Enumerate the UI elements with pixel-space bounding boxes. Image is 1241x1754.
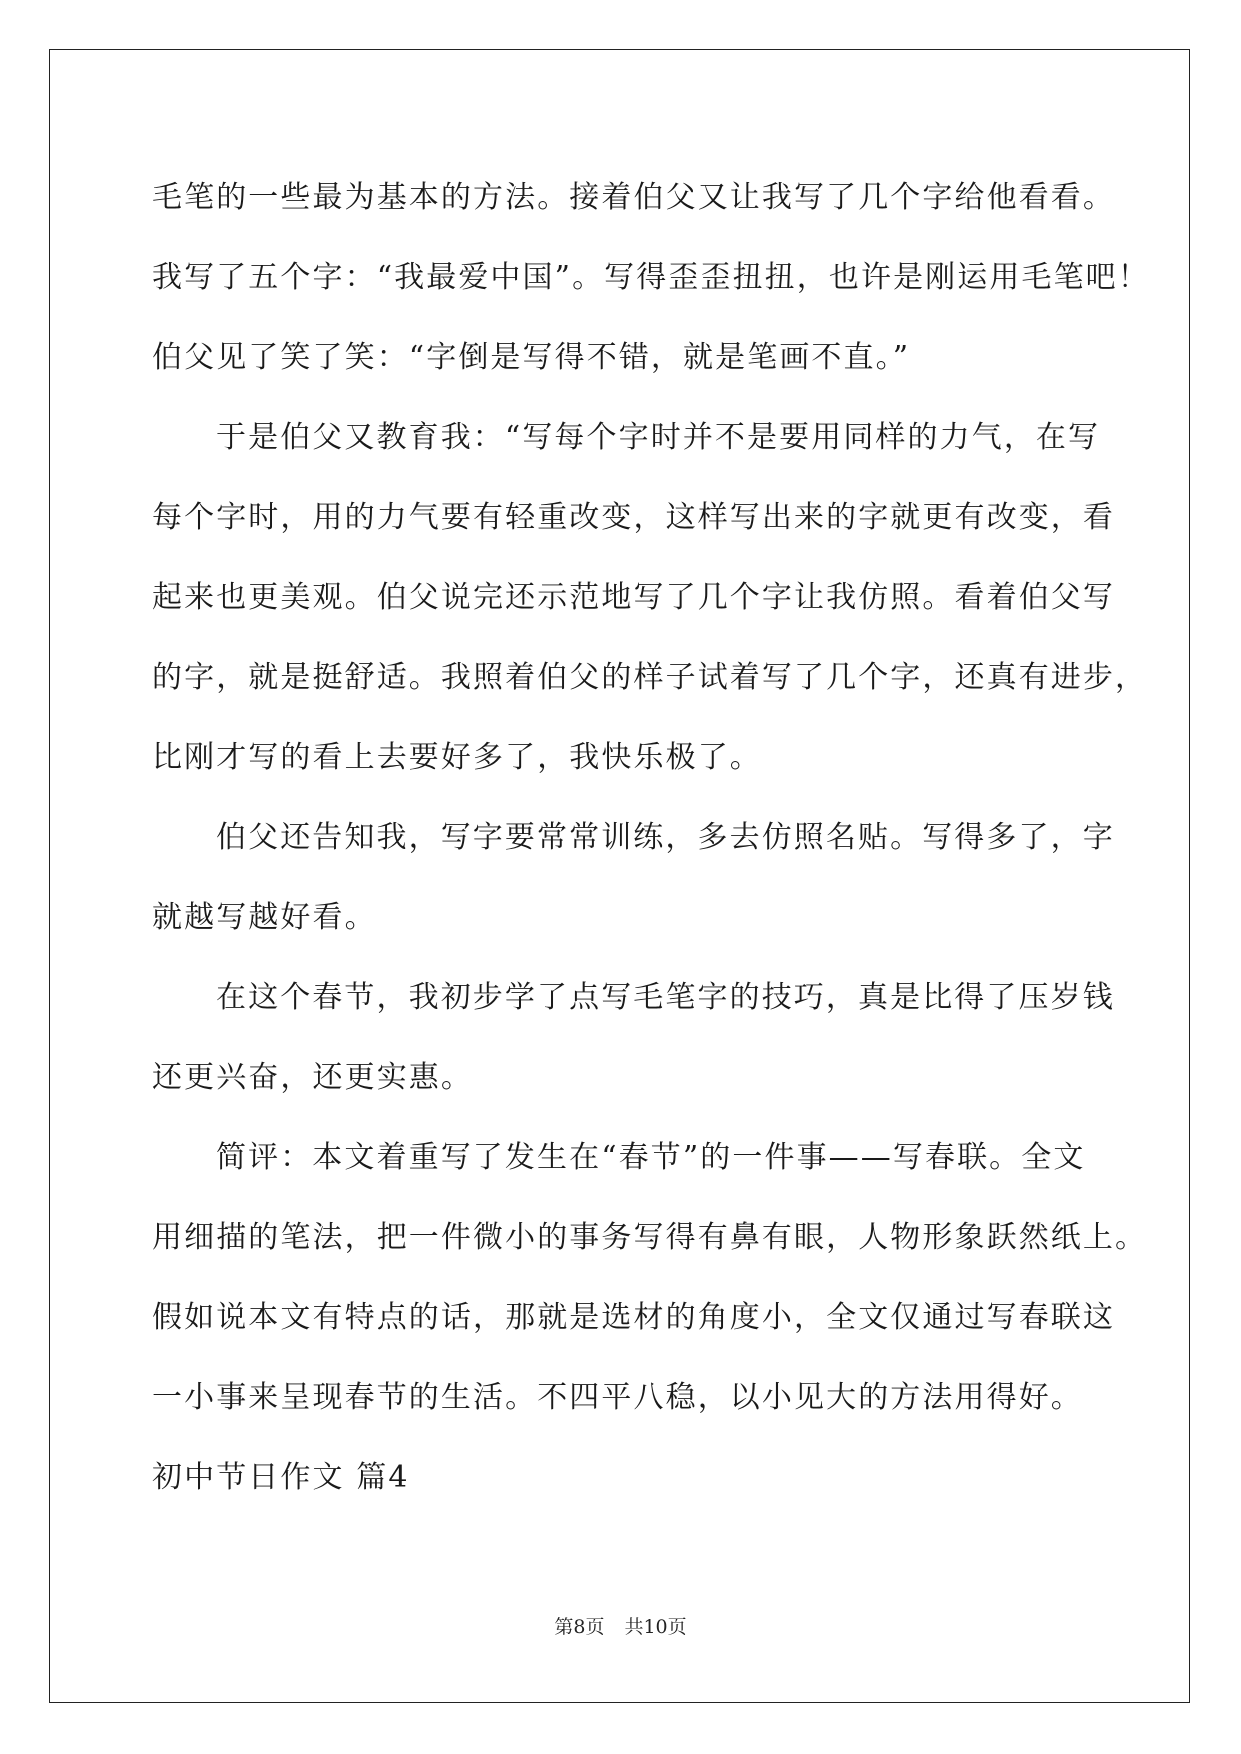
document-body xyxy=(152,158,1150,1518)
text-line-11: 在这个春节，我初步学了点写毛笔字的技巧，真是比得了压岁钱 xyxy=(216,980,1115,1015)
text-line-7: 的字，就是挺舒适。我照着伯父的样子试着写了几个字，还真有进步， xyxy=(152,660,1148,695)
text-line-16: 一小事来呈现春节的生活。不四平八稳，以小见大的方法用得好。 xyxy=(152,1380,1083,1415)
text-line-9: 伯父还告知我，写字要常常训练，多去仿照名贴。写得多了，字 xyxy=(216,820,1115,855)
text-line-2: 我写了五个字：“我最爱中国”。写得歪歪扭扭，也许是刚运用毛笔吧！ xyxy=(152,260,1150,295)
page-total: 共10页 xyxy=(624,1616,687,1638)
section-heading: 初中节日作文 篇4 xyxy=(152,1460,410,1495)
text-line-15: 假如说本文有特点的话，那就是选材的角度小，全文仅通过写春联这 xyxy=(152,1300,1115,1335)
page-footer xyxy=(0,1612,1241,1639)
text-line-3: 伯父见了笑了笑：“字倒是写得不错，就是笔画不直。” xyxy=(152,340,911,375)
text-line-10: 就越写越好看。 xyxy=(152,900,377,935)
text-line-6: 起来也更美观。伯父说完还示范地写了几个字让我仿照。看着伯父写 xyxy=(152,580,1115,615)
text-line-12: 还更兴奋，还更实惠。 xyxy=(152,1060,473,1095)
text-line-14: 用细描的笔法，把一件微小的事务写得有鼻有眼，人物形象跃然纸上。 xyxy=(152,1220,1148,1255)
text-line-1: 毛笔的一些最为基本的方法。接着伯父又让我写了几个字给他看看。 xyxy=(152,180,1115,215)
text-line-5: 每个字时，用的力气要有轻重改变，这样写出来的字就更有改变，看 xyxy=(152,500,1115,535)
text-line-13: 简评：本文着重写了发生在“春节”的一件事——写春联。全文 xyxy=(216,1140,1086,1175)
page-number: 第8页 xyxy=(554,1616,605,1638)
text-line-4: 于是伯父又教育我：“写每个字时并不是要用同样的力气，在写 xyxy=(216,420,1101,455)
text-line-8: 比刚才写的看上去要好多了，我快乐极了。 xyxy=(152,740,762,775)
